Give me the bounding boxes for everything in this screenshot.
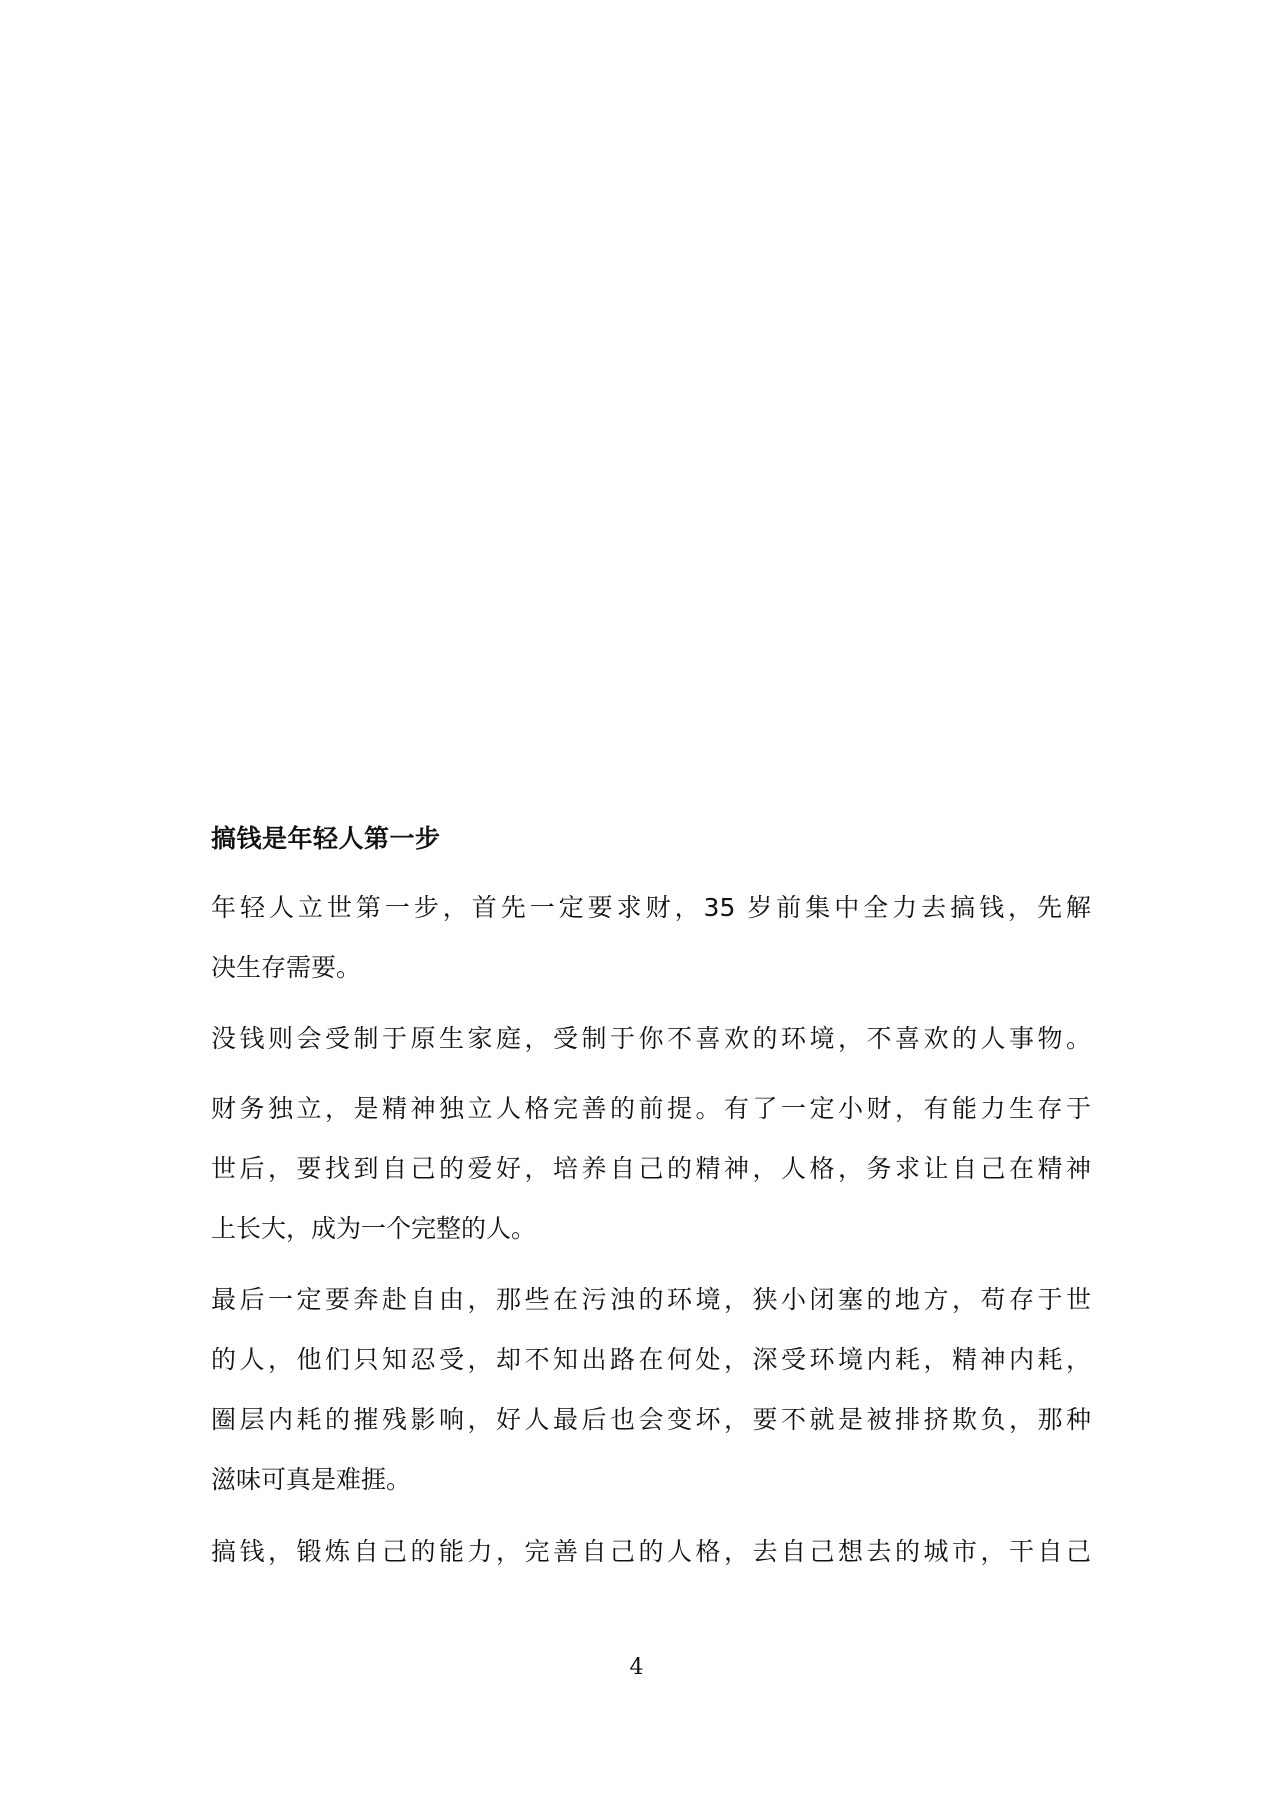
body-line: 搞钱，锻炼自己的能力，完善自己的人格，去自己想去的城市，干自己 <box>211 1537 1091 1566</box>
body-line: 没钱则会受制于原生家庭，受制于你不喜欢的环境，不喜欢的人事物。 <box>211 1024 1091 1053</box>
section-heading: 搞钱是年轻人第一步 <box>211 824 441 853</box>
body-line: 滋味可真是难捱。 <box>211 1465 412 1494</box>
body-line: 上长大，成为一个完整的人。 <box>211 1214 537 1243</box>
page-number: 4 <box>629 1655 644 1680</box>
body-line: 财务独立，是精神独立人格完善的前提。有了一定小财，有能力生存于 <box>211 1094 1091 1123</box>
body-line: 圈层内耗的摧残影响，好人最后也会变坏，要不就是被排挤欺负，那种 <box>211 1405 1091 1434</box>
body-line: 决生存需要。 <box>211 953 362 982</box>
body-line: 最后一定要奔赴自由，那些在污浊的环境，狭小闭塞的地方，苟存于世 <box>211 1285 1091 1314</box>
body-line: 世后，要找到自己的爱好，培养自己的精神，人格，务求让自己在精神 <box>211 1154 1091 1183</box>
body-line: 的人，他们只知忍受，却不知出路在何处，深受环境内耗，精神内耗， <box>211 1345 1091 1374</box>
body-line: 年轻人立世第一步，首先一定要求财，35 岁前集中全力去搞钱，先解 <box>211 893 1091 922</box>
